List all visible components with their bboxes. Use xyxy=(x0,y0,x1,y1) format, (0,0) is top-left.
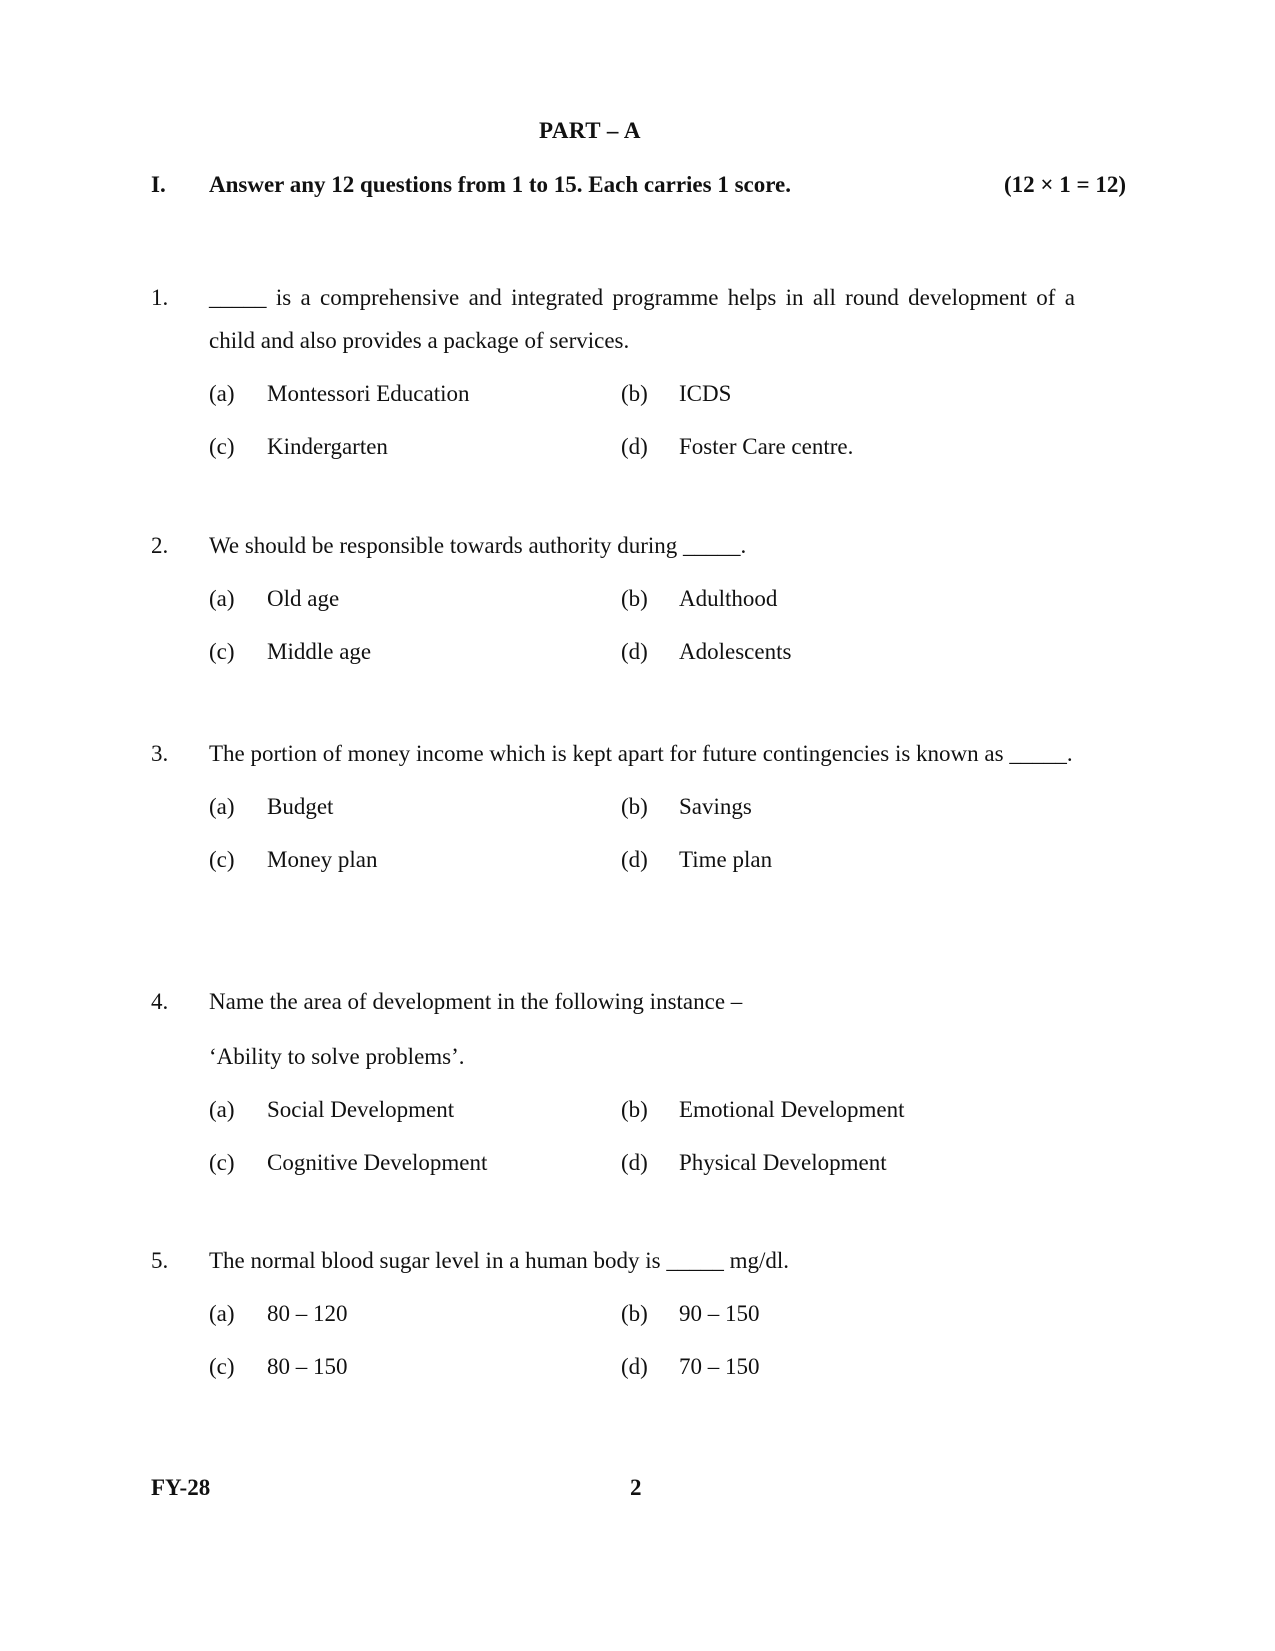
question-4 xyxy=(151,980,1075,1184)
option-label: (a) xyxy=(209,794,235,819)
option-label: (b) xyxy=(621,794,648,819)
question-subtext: ‘Ability to solve problems’. xyxy=(209,1044,465,1069)
option-b xyxy=(621,1292,1033,1335)
page-number: 2 xyxy=(630,1475,642,1500)
option-label: (b) xyxy=(621,1301,648,1326)
option-b xyxy=(621,1088,1033,1131)
option-c xyxy=(209,1141,621,1184)
question-5 xyxy=(151,1239,1075,1388)
option-text: 80 – 120 xyxy=(267,1301,348,1326)
option-label: (c) xyxy=(209,1150,235,1175)
option-label: (b) xyxy=(621,381,648,406)
option-label: (a) xyxy=(209,1301,235,1326)
options-grid xyxy=(209,372,1075,468)
option-text: Cognitive Development xyxy=(267,1150,488,1175)
option-text: 80 – 150 xyxy=(267,1354,348,1379)
option-label: (d) xyxy=(621,434,648,459)
marks-allocation: (12 × 1 = 12) xyxy=(1003,172,1126,197)
option-c xyxy=(209,1345,621,1388)
option-text: Foster Care centre. xyxy=(679,434,854,459)
option-text: Time plan xyxy=(679,847,773,872)
section-numeral: I. xyxy=(151,172,166,197)
option-text: Adolescents xyxy=(679,639,792,664)
option-a xyxy=(209,1088,621,1131)
option-label: (d) xyxy=(621,1354,648,1379)
option-label: (c) xyxy=(209,847,235,872)
option-text: Kindergarten xyxy=(267,434,388,459)
option-text: Physical Development xyxy=(679,1150,887,1175)
option-b xyxy=(621,577,1033,620)
question-text: _____ is a comprehensive and integrated programme helps in all round development of a child and also provides a package of services. xyxy=(209,285,1075,353)
question-number: 4. xyxy=(151,989,169,1014)
option-a xyxy=(209,577,621,620)
option-text: Social Development xyxy=(267,1097,455,1122)
option-d xyxy=(621,630,1033,673)
option-text: ICDS xyxy=(679,381,732,406)
question-3 xyxy=(151,732,1075,881)
option-label: (d) xyxy=(621,1150,648,1175)
option-label: (d) xyxy=(621,639,648,664)
option-label: (a) xyxy=(209,1097,235,1122)
question-text: The portion of money income which is kept apart for future contingencies is known as _____. xyxy=(209,741,1073,766)
option-d xyxy=(621,425,1033,468)
question-text: We should be responsible towards authority during _____. xyxy=(209,533,747,558)
option-text: 90 – 150 xyxy=(679,1301,760,1326)
option-text: Savings xyxy=(679,794,752,819)
question-text: Name the area of development in the following instance – xyxy=(209,989,743,1014)
option-d xyxy=(621,1141,1033,1184)
option-text: Montessori Education xyxy=(267,381,470,406)
options-grid xyxy=(209,785,1075,881)
question-number: 5. xyxy=(151,1248,169,1273)
option-text: Emotional Development xyxy=(679,1097,905,1122)
question-number: 1. xyxy=(151,285,169,310)
option-label: (c) xyxy=(209,1354,235,1379)
options-grid xyxy=(209,577,1075,673)
option-label: (b) xyxy=(621,1097,648,1122)
option-b xyxy=(621,785,1033,828)
options-grid xyxy=(209,1088,1075,1184)
option-c xyxy=(209,838,621,881)
option-text: Old age xyxy=(267,586,340,611)
option-label: (c) xyxy=(209,434,235,459)
option-text: 70 – 150 xyxy=(679,1354,760,1379)
question-text: The normal blood sugar level in a human body is _____ mg/dl. xyxy=(209,1248,790,1273)
question-1 xyxy=(151,276,1075,468)
instruction-text: Answer any 12 questions from 1 to 15. Each carries 1 score. xyxy=(209,172,791,197)
option-a xyxy=(209,372,621,415)
option-label: (a) xyxy=(209,586,235,611)
option-label: (d) xyxy=(621,847,648,872)
option-a xyxy=(209,785,621,828)
option-text: Money plan xyxy=(267,847,378,872)
option-d xyxy=(621,838,1033,881)
option-label: (c) xyxy=(209,639,235,664)
question-2 xyxy=(151,524,1075,673)
option-label: (a) xyxy=(209,381,235,406)
option-c xyxy=(209,425,621,468)
question-number: 3. xyxy=(151,741,169,766)
option-text: Budget xyxy=(267,794,334,819)
question-number: 2. xyxy=(151,533,169,558)
option-label: (b) xyxy=(621,586,648,611)
option-text: Adulthood xyxy=(679,586,778,611)
option-c xyxy=(209,630,621,673)
paper-code: FY-28 xyxy=(151,1475,211,1500)
option-b xyxy=(621,372,1033,415)
option-d xyxy=(621,1345,1033,1388)
option-a xyxy=(209,1292,621,1335)
option-text: Middle age xyxy=(267,639,372,664)
part-title: PART – A xyxy=(538,118,642,143)
options-grid xyxy=(209,1292,1075,1388)
